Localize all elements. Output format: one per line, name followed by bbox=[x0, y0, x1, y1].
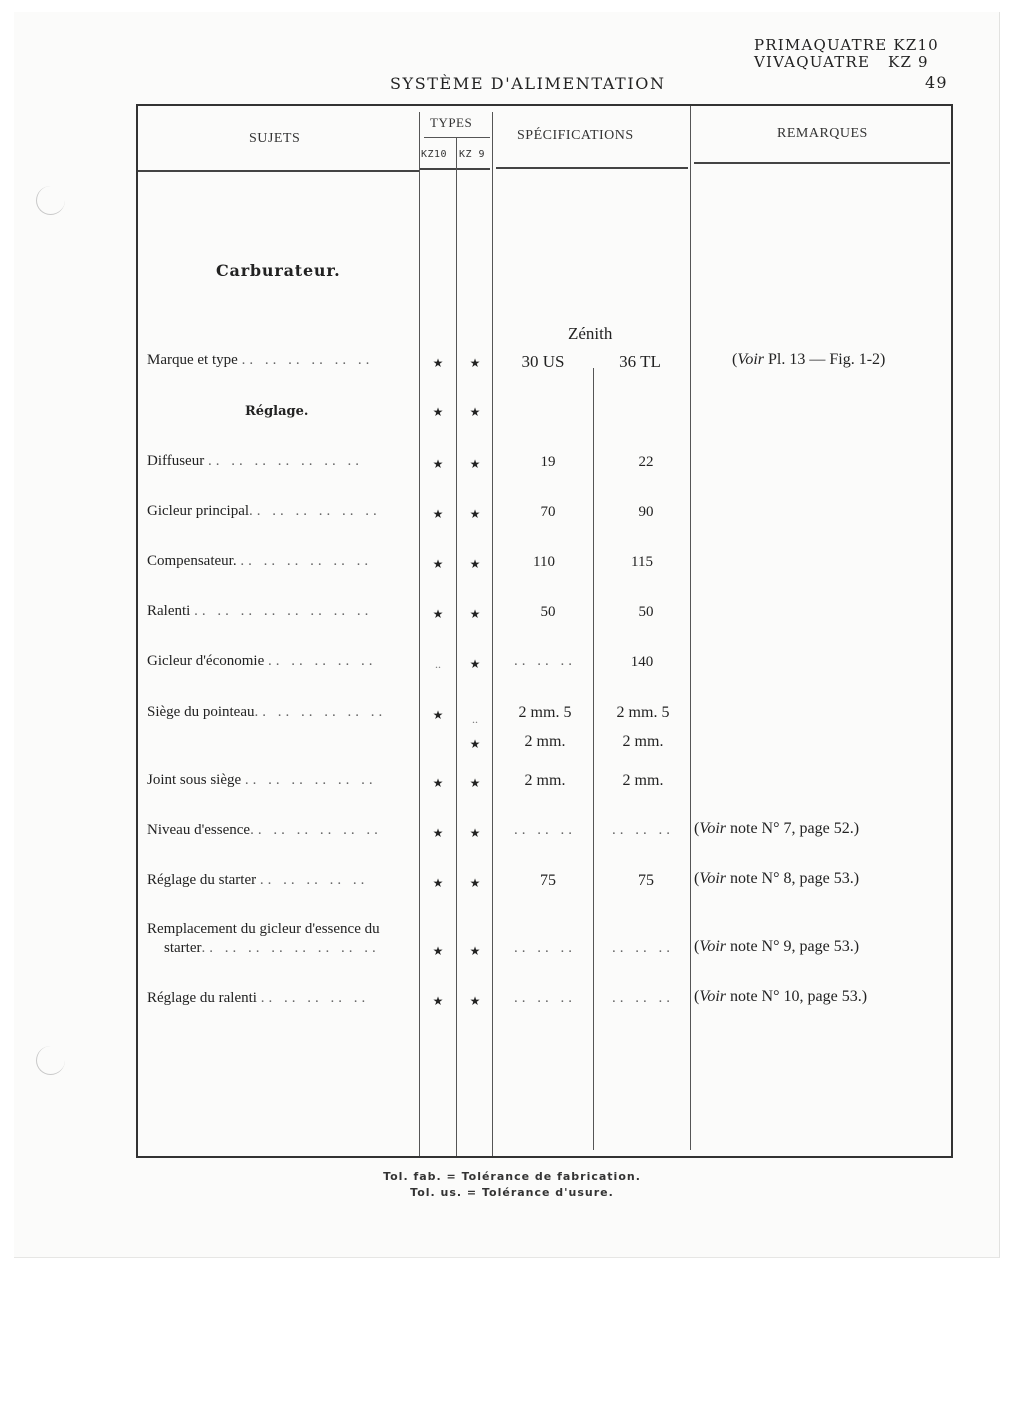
row-spec-b: .. .. .. bbox=[612, 940, 674, 956]
remark-voir: Voir bbox=[699, 938, 726, 955]
row-spec-a: .. .. .. bbox=[514, 940, 576, 956]
row-kz9: ★ bbox=[469, 457, 481, 471]
remark-voir: Voir bbox=[699, 988, 726, 1005]
header-line-2: VIVAQUATRE KZ 9 bbox=[754, 53, 929, 71]
row-kz9: ★ bbox=[469, 876, 481, 890]
remark-post: note N° 10, page 53.) bbox=[726, 988, 868, 1005]
row-spec-b: 22 bbox=[638, 454, 654, 470]
row-spec-a: 30 US bbox=[521, 352, 565, 371]
header-rule bbox=[496, 167, 688, 169]
row-spec-a: 2 mm. bbox=[524, 772, 566, 789]
row-spec-a: 75 bbox=[540, 872, 556, 889]
row-label: Siège du pointeau.. .. .. .. .. .. bbox=[147, 704, 387, 720]
row-label: Gicleur d'économie .. .. .. .. .. bbox=[147, 653, 377, 669]
row-kz9: ★ bbox=[469, 944, 481, 958]
row-label-text: Réglage du starter bbox=[147, 872, 257, 888]
spec-subdivider bbox=[593, 368, 594, 1150]
row-label-text: Marque et type bbox=[147, 352, 238, 368]
col-divider bbox=[456, 137, 457, 1156]
row-kz10: ★ bbox=[432, 356, 444, 370]
row-kz10: ★ bbox=[432, 776, 444, 790]
row-label-text: Ralenti bbox=[147, 603, 191, 619]
row-label: Joint sous siège .. .. .. .. .. .. bbox=[147, 772, 377, 788]
row-label-text: starter bbox=[164, 940, 202, 956]
col-sujets: SUJETS bbox=[249, 131, 301, 146]
row-kz10: ★ bbox=[432, 507, 444, 521]
row-label-text: Gicleur principal bbox=[147, 503, 250, 519]
row-label-text: Diffuseur bbox=[147, 453, 205, 469]
row-remark bbox=[694, 820, 859, 838]
row-spec-b: 75 bbox=[638, 872, 654, 889]
row-label-text: Réglage du ralenti bbox=[147, 990, 257, 1006]
punch-hole-bottom bbox=[36, 1046, 65, 1075]
row-spec-a: 110 bbox=[533, 554, 555, 570]
row-label-text: Niveau d'essence bbox=[147, 822, 251, 838]
row-label: Remplacement du gicleur d'essence du bbox=[147, 921, 380, 937]
spec-brand: Zénith bbox=[568, 324, 613, 343]
row-kz9: ★ bbox=[469, 994, 481, 1008]
row-label-text: Siège du pointeau bbox=[147, 704, 255, 720]
remark-pre: ( bbox=[694, 988, 700, 1005]
col-kz10: KZ10 bbox=[421, 149, 448, 160]
header-line-1: PRIMAQUATRE KZ10 bbox=[754, 36, 939, 54]
row-spec-a: 70 bbox=[540, 504, 556, 520]
row-kz10: ★ bbox=[432, 944, 444, 958]
row-kz10: ★ bbox=[432, 994, 444, 1008]
row-label: Niveau d'essence.. .. .. .. .. .. bbox=[147, 822, 382, 838]
row-label: Marque et type .. .. .. .. .. .. bbox=[147, 352, 374, 368]
header-rule bbox=[420, 168, 490, 170]
row-remark bbox=[694, 870, 859, 888]
row-label: Réglage du starter .. .. .. .. .. bbox=[147, 872, 369, 888]
remark-voir: Voir bbox=[699, 870, 726, 887]
row-label: Réglage du ralenti .. .. .. .. .. bbox=[147, 990, 370, 1006]
remark-pre: ( bbox=[732, 351, 738, 368]
row-kz9: ★ bbox=[469, 826, 481, 840]
row-kz9: ★ bbox=[469, 557, 481, 571]
remark-voir: Voir bbox=[699, 820, 726, 837]
remark-post: note N° 7, page 52.) bbox=[726, 820, 860, 837]
row-kz10: ★ bbox=[432, 708, 444, 722]
row-kz10: ★ bbox=[432, 826, 444, 840]
row-kz9: ★ bbox=[469, 356, 481, 370]
row-kz9: ★ bbox=[469, 607, 481, 621]
footer-tol-fab: Tol. fab. = Tolérance de fabrication. bbox=[383, 1170, 641, 1183]
reglage-kz10-star: ★ bbox=[432, 405, 444, 419]
col-specifications: SPÉCIFICATIONS bbox=[517, 128, 634, 143]
row-kz10: ★ bbox=[432, 457, 444, 471]
col-remarques: REMARQUES bbox=[777, 126, 868, 141]
row-spec-a: 2 mm. bbox=[524, 733, 566, 750]
row-spec-b: 2 mm. bbox=[622, 772, 664, 789]
row-spec-b: 50 bbox=[638, 604, 654, 620]
row-spec-a: 50 bbox=[540, 604, 556, 620]
remark-post: note N° 9, page 53.) bbox=[726, 938, 860, 955]
footer-tol-us: Tol. us. = Tolérance d'usure. bbox=[410, 1186, 614, 1199]
row-kz10: ★ bbox=[432, 607, 444, 621]
row-spec-b: .. .. .. bbox=[612, 822, 674, 838]
page-number: 49 bbox=[925, 73, 948, 92]
row-kz10: ★ bbox=[432, 876, 444, 890]
row-spec-a: .. .. .. bbox=[514, 653, 576, 669]
remark-pre: ( bbox=[694, 938, 700, 955]
row-spec-b: 115 bbox=[631, 554, 653, 570]
row-kz9: ★ bbox=[469, 507, 481, 521]
row-spec-b: 140 bbox=[630, 654, 654, 670]
col-divider bbox=[419, 112, 420, 1156]
row-kz9: ★ bbox=[469, 776, 481, 790]
row-label: Gicleur principal.. .. .. .. .. .. bbox=[147, 503, 381, 519]
col-kz9: KZ 9 bbox=[459, 149, 486, 160]
row-kz9: .. bbox=[472, 712, 478, 726]
row-label: Compensateur. .. .. .. .. .. .. bbox=[147, 553, 373, 569]
row-kz10: ★ bbox=[432, 557, 444, 571]
punch-hole-top bbox=[36, 186, 65, 215]
row-label: Ralenti .. .. .. .. .. .. .. .. bbox=[147, 603, 373, 619]
row-remark bbox=[732, 351, 885, 369]
row-label-text: Gicleur d'économie bbox=[147, 653, 265, 669]
types-rule bbox=[424, 137, 490, 138]
row-label-continued: starter.. .. .. .. .. .. .. .. bbox=[164, 940, 380, 956]
reglage-kz9-star: ★ bbox=[469, 405, 481, 419]
row-label: Diffuseur .. .. .. .. .. .. .. bbox=[147, 453, 363, 469]
page-title: SYSTÈME D'ALIMENTATION bbox=[390, 74, 666, 93]
col-divider bbox=[690, 106, 691, 1150]
row-spec-a: 19 bbox=[540, 454, 556, 470]
row-kz10: .. bbox=[435, 657, 441, 671]
section-reglage: Réglage. bbox=[245, 404, 309, 419]
row-label-text: Compensateur. bbox=[147, 553, 237, 569]
col-divider bbox=[492, 112, 493, 1156]
row-spec-a: 2 mm. 5 bbox=[518, 704, 572, 721]
row-remark bbox=[694, 938, 859, 956]
row-label-text: Joint sous siège bbox=[147, 772, 242, 788]
remark-pre: ( bbox=[694, 870, 700, 887]
row-spec-a: .. .. .. bbox=[514, 990, 576, 1006]
row-spec-a: .. .. .. bbox=[514, 822, 576, 838]
row-spec-b: 2 mm. 5 bbox=[616, 704, 670, 721]
remark-post: Pl. 13 — Fig. 1-2) bbox=[764, 351, 886, 368]
row-remark bbox=[694, 988, 867, 1006]
row-kz9: ★ bbox=[469, 737, 481, 751]
section-carburateur: Carburateur. bbox=[216, 261, 341, 280]
row-spec-b: 2 mm. bbox=[622, 733, 664, 750]
header-rule bbox=[138, 170, 420, 172]
remark-pre: ( bbox=[694, 820, 700, 837]
remark-voir: Voir bbox=[737, 351, 764, 368]
row-spec-b: .. .. .. bbox=[612, 990, 674, 1006]
row-spec-b: 36 TL bbox=[619, 352, 661, 371]
col-types: TYPES bbox=[430, 115, 473, 130]
row-spec-b: 90 bbox=[638, 504, 654, 520]
row-kz9: ★ bbox=[469, 657, 481, 671]
remark-post: note N° 8, page 53.) bbox=[726, 870, 860, 887]
header-rule bbox=[694, 162, 950, 164]
